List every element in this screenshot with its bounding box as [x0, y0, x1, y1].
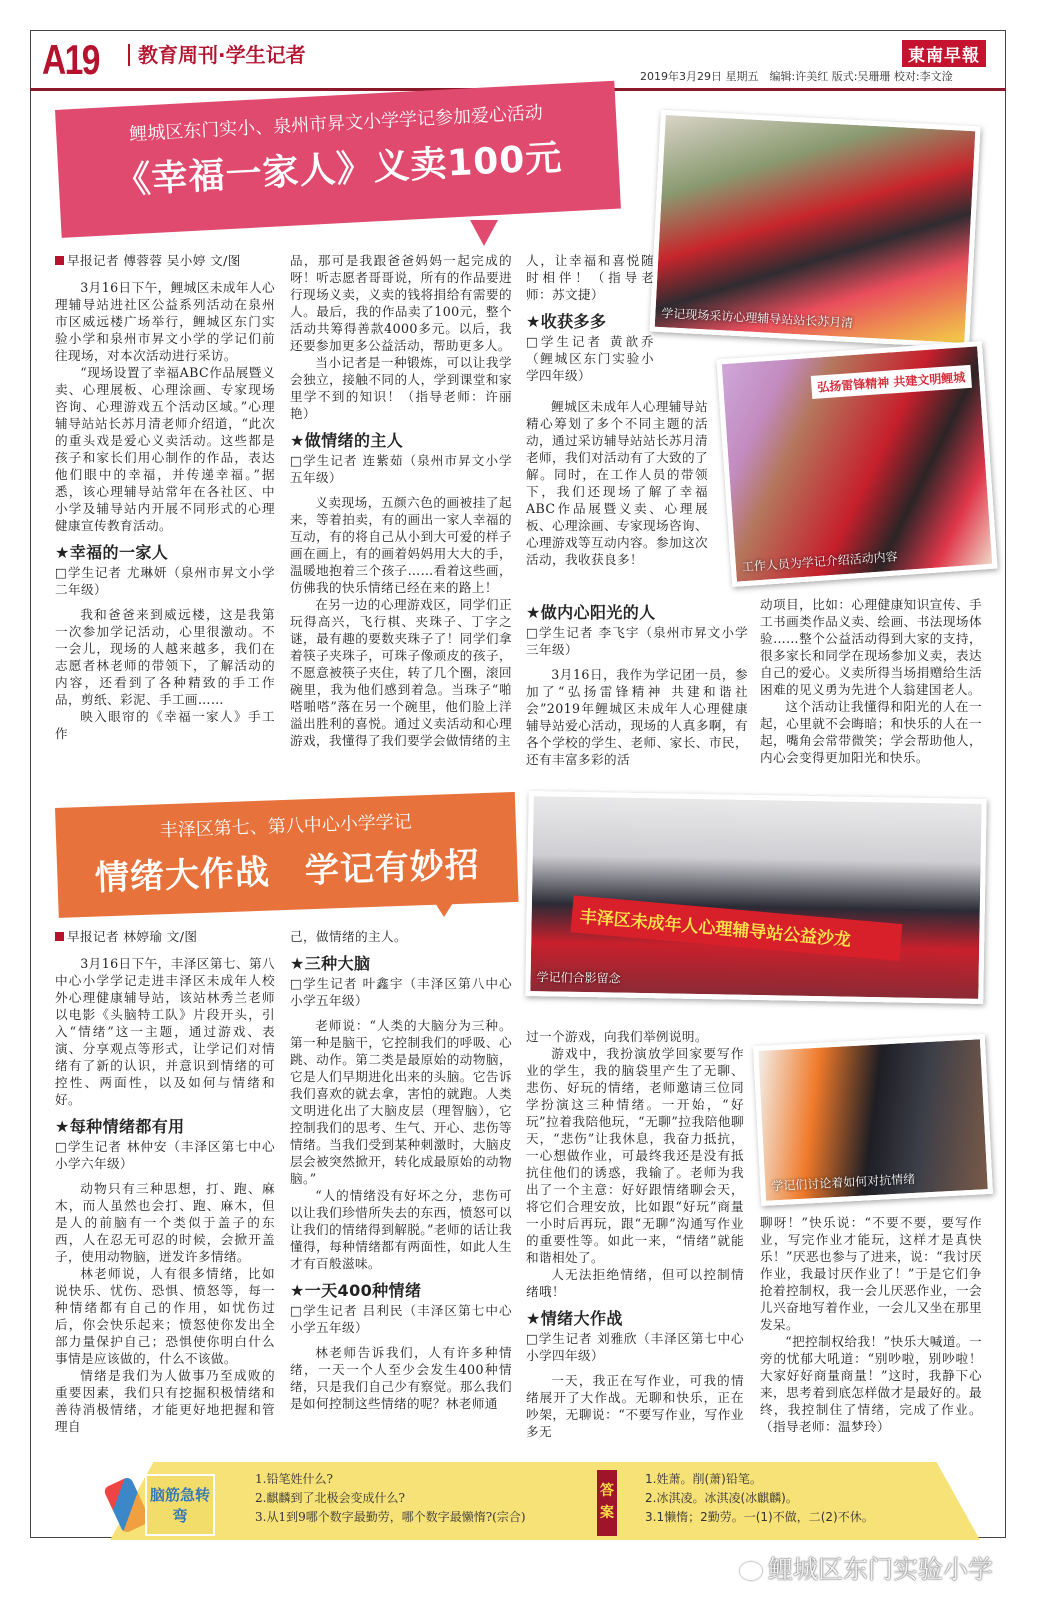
paragraph: 林老师说，人有很多情绪，比如说快乐、忧伤、恐惧、愤怒等，每一种情绪都有自己的作用，如忧伤过后，你会快乐起来；愤怒使你发出全部力量保护自己；恐惧使你明白什么事情是应该做的，什么不该做。 [55, 1266, 275, 1366]
paragraph: 情绪是我们为人做事乃至成败的重要因素，我们只有挖掘积极情绪和善待消极情绪，才能更好地把握和管理自 [55, 1368, 275, 1434]
banner-tail [470, 220, 498, 246]
article-column [760, 1214, 982, 1435]
paragraph: “现场设置了幸福ABC作品展暨义卖、心理展板、心理涂画、专家现场咨询、心理游戏五个活动区域。”心理辅导站站长苏月清老师介绍道，“此次的重头戏是爱心义卖活动。这些都是孩子和家长们用心制作的作品，表达他们眼中的幸福，并传递幸福。”据悉，该心理辅导站常年在各社区、中小学及辅导站内开展不同形式的心理健康宣传教育活动。 [55, 365, 275, 533]
subheading: ★收获多多 [526, 312, 607, 331]
paragraph: 鲤城区未成年人心理辅导站精心筹划了多个不同主题的活动，通过采访辅导站站长苏月清老师，我们对活动有了大致的了解。同时，在工作人员的带领下，我们还现场了解了幸福ABC作品展暨义卖、心理展板、心理涂画、专家现场咨询、心理游戏等互动内容。参加这次活动，我收获良多！ [526, 399, 708, 567]
paragraph: 林老师告诉我们，人有许多种情绪，一天一个人至少会发生400种情绪，只是我们自己少有察觉。那么我们是如何控制这些情绪的呢？林老师通 [290, 1345, 512, 1411]
riddle-answer: 2.冰淇凌。冰淇凌(冰麒麟)。 [645, 1491, 798, 1505]
article2-title: 情绪大作战 学记有妙招 [94, 845, 481, 899]
photo-caption: 学记现场采访心理辅导站站长苏月清 [661, 306, 854, 331]
paragraph: 映入眼帘的《幸福一家人》手工作 [55, 709, 275, 741]
paragraph-continued: 聊呀！”快乐说：“不要不要，要写作业，写完作业才能玩，这样才是真快乐！”厌恶也参与了进来，说：“我讨厌作业，我最讨厌作业了！”于是它们争抢着控制权，我一会儿厌恶作业，一会儿兴奋地写着作业，一会儿又坐在那里发呆。 [760, 1215, 982, 1332]
riddle-question: 3.从1到9哪个数字最勤劳，哪个数字最懒惰?(宗合) [255, 1510, 526, 1524]
byline: 早报记者 傅蓉蓉 吴小婷 文/图 [55, 252, 275, 269]
riddle-answer: 3.1懒惰；2勤劳。一(1)不做，二(2)不休。 [645, 1510, 874, 1524]
riddle-badge: 脑筋急转弯 [145, 1474, 215, 1536]
article-column [526, 398, 708, 568]
article1-subtitle: 鲤城区东门实小、泉州市昇文小学学记参加爱心活动 [128, 102, 544, 146]
article-column [526, 1028, 744, 1440]
subheading: ★三种大脑 [290, 954, 371, 973]
reporter-credit: □学生记者 连紫茹（泉州市昇文小学五年级） [290, 453, 512, 485]
paragraph-continued: 动项目，比如：心理健康知识宣传、手工书画类作品义卖、绘画、书法现场体验……整个公益活动得到大家的支持，很多家长和同学在现场参加义卖，表达自己的爱心。义卖所得当场捐赠给生活困难的见义勇为先进个人翁建国老人。 [760, 597, 982, 697]
paragraph: 一天，我正在写作业，可我的情绪展开了大作战。无聊和快乐，正在吵架，无聊说：“不要写作业，写作业多无 [526, 1373, 744, 1439]
reporter-credit: □学生记者 吕利民（丰泽区第七中心小学五年级） [290, 1303, 512, 1335]
riddle-questions [255, 1470, 526, 1527]
byline: 早报记者 林婷瑜 文/图 [55, 928, 275, 945]
subheading: ★每种情绪都有用 [55, 1117, 185, 1136]
wechat-icon [740, 1562, 762, 1580]
article-column [55, 252, 275, 742]
paragraph: 在另一边的心理游戏区，同学们正玩得高兴，飞行棋、夹珠子、丁字之谜，最有趣的要数夹珠子了！同学们拿着筷子夹珠子，可珠子像顽皮的孩子，不愿意被筷子夹住，转了几个圈，滚回碗里，我为他们感到着急。当珠子“啪嗒啪嗒”落在另一个碗里，他们脸上洋溢出胜利的喜悦。通过义卖活动和心理游戏，我懂得了我们要学会做情绪的主 [290, 597, 512, 748]
article-column [526, 252, 654, 392]
watermark [740, 1550, 993, 1586]
paragraph-continued: 人，让幸福和喜悦随时相伴！（指导老师：苏文捷） [526, 253, 654, 302]
masthead-logo: 東南早報 [902, 40, 986, 67]
article2-subtitle: 丰泽区第七、第八中心小学学记 [159, 811, 413, 842]
subheading: ★一天400种情绪 [290, 1281, 422, 1300]
photo-caption: 工作人员为学记介绍活动内容 [741, 549, 899, 575]
subheading: ★幸福的一家人 [55, 543, 169, 562]
paragraph: 人无法拒绝情绪，但可以控制情绪哦！ [526, 1267, 744, 1299]
watermark-text: 鲤城区东门实验小学 [768, 1555, 994, 1584]
paragraph: 游戏中，我扮演放学回家要写作业的学生，我的脑袋里产生了无聊、悲伤、好玩的情绪，老师邀请三位同学扮演这三种情绪。一开始，“好玩”拉着我陪他玩，“无聊”拉我陪他聊天，“悲伤”让我休息，我奋力抵抗，一心想做作业，可最终我还是没有抵抗住他们的诱惑，我输了。老师为我出了一个主意：好好跟情绪聊会天，将它们合理安放，比如跟“好玩”商量一小时后再玩，跟“无聊”沟通写作业的重要性等。如此一来，“情绪”就能和谐相处了。 [526, 1046, 744, 1265]
paragraph: “把控制权给我！”快乐大喊道。一旁的忧郁大吼道：“别吵啦，别吵啦！大家好好商量商量！”这时，我静下心来，思考着到底怎样做才是最好的。最终，我控制住了情绪，完成了作业。（指导老师：温梦玲） [760, 1334, 982, 1434]
subheading: ★做内心阳光的人 [526, 603, 656, 622]
paragraph-continued: 己，做情绪的主人。 [290, 929, 407, 944]
answer-label: 答案 [597, 1470, 617, 1536]
article-column [290, 928, 512, 1412]
photo-caption: 学记们合影留念 [536, 970, 621, 986]
article-column [55, 928, 275, 1435]
photo-group [525, 791, 987, 1004]
paragraph: 动物只有三种思想，打、跑、麻木，而人虽然也会打、跑、麻木，但是人的前脑有一个类似于盖子的东西，人在忍无可忍的时候，会掀开盖子，使用动物脑，迸发许多情绪。 [55, 1181, 275, 1264]
photo-interview [649, 110, 980, 348]
reporter-credit: □学生记者 李飞宇（泉州市昇文小学三年级） [526, 625, 748, 657]
paragraph: 老师说：“人类的大脑分为三种。第一种是脑干，它控制我们的呼吸、心跳、动作。第二类是最原始的动物脑，它是人们早期进化出来的头脑。它告诉我们喜欢的就去拿，害怕的就跑。人类文明进化出了大脑皮层（理智脑），它控制我们的思考、生气、开心、悲伤等情绪。当我们受到某种刺激时，大脑皮层会被突然掀开，转化成最原始的动物脑。” [290, 1018, 512, 1186]
paragraph: 当小记者是一种锻炼，可以让我学会独立，接触不同的人，学到课堂和家里学不到的知识！（指导老师：许丽艳） [290, 355, 512, 421]
section-title: 教育周刊·学生记者 [128, 44, 306, 66]
paragraph: “人的情绪没有好坏之分，悲伤可以让我们珍惜所失去的东西，愤怒可以让我们的情绪得到解脱。”老师的话让我懂得，每种情绪都有两面性，如此人生才有百般滋味。 [290, 1188, 512, 1271]
subheading: ★情绪大作战 [526, 1309, 623, 1328]
article-column [760, 596, 982, 766]
reporter-credit: □学生记者 叶鑫宇（丰泽区第八中心小学五年级） [290, 976, 512, 1008]
paragraph: 义卖现场，五颜六色的画被挂了起来，等着拍卖，有的画出一家人幸福的互动，有的将自己从小到大可爱的样子画在画上，有的画着妈妈用大大的手，温暖地抱着三个孩子……看着这些画，仿佛我的快乐情绪已经在来的路上！ [290, 495, 512, 595]
paragraph: 3月16日，我作为学记团一员，参加了“弘扬雷锋精神 共建和谐社会”2019年鲤城区未成年人心理健康辅导站爱心活动，现场的人真多啊，有各个学校的学生、老师、家长、市民，还有丰富多彩的活 [526, 667, 748, 767]
riddle-question: 1.铅笔姓什么? [255, 1472, 333, 1486]
article-column [526, 598, 748, 768]
paragraph: 这个活动让我懂得和阳光的人在一起，心里就不会晦暗；和快乐的人在一起，嘴角会常带微笑；学会帮助他人，内心会变得更加阳光和快乐。 [760, 699, 982, 765]
photo-sign: 丰泽区未成年人心理辅导站公益沙龙 [570, 895, 902, 961]
banner-tail [430, 895, 458, 917]
article-column [290, 252, 512, 749]
paragraph-continued: 品，那可是我跟爸爸妈妈一起完成的呀！听志愿者哥哥说，所有的作品要进行现场义卖，义卖的钱将捐给有需要的人。最后，我的作品卖了100元，整个活动共筹得善款4000多元。以后，我还要参加更多公益活动，帮助更多人。 [290, 253, 512, 353]
riddle-answers [645, 1470, 874, 1527]
paragraph-continued: 过一个游戏，向我们举例说明。 [526, 1029, 708, 1044]
reporter-credit: □学生记者 黄歆乔（鲤城区东门实验小学四年级） [526, 334, 654, 383]
reporter-credit: □学生记者 林仲安（丰泽区第七中心小学六年级） [55, 1139, 275, 1171]
paragraph: 3月16日下午，鲤城区未成年人心理辅导站进社区公益系列活动在泉州市区威远楼广场举行，鲤城区东门实验小学和泉州市昇文小学的学记们前往现场，对本次活动进行采访。 [55, 280, 275, 363]
riddle-question: 2.麒麟到了北极会变成什么? [255, 1491, 405, 1505]
paragraph: 我和爸爸来到威远楼，这是我第一次参加学记活动，心里很激动。不一会儿，现场的人越来越多，我们在志愿者林老师的带领下，了解活动的内容，还看到了各种精致的手工作品，剪纸、彩泥、手工画…… [55, 607, 275, 707]
subheading: ★做情绪的主人 [290, 431, 404, 450]
article1-title: 《幸福一家人》义卖100元 [113, 137, 564, 202]
photo-caption: 学记们讨论着如何对抗情绪 [770, 1171, 916, 1194]
page-number: A19 [42, 36, 99, 83]
issue-info: 2019年3月29日 星期五 编辑:许美红 版式:吴珊珊 校对:李文淦 [640, 70, 953, 83]
photo-sign: 弘扬雷锋精神 共建文明鲤城 [811, 365, 972, 399]
reporter-credit: □学生记者 刘雅欣（丰泽区第七中心小学四年级） [526, 1331, 744, 1363]
photo-discussion [753, 1034, 993, 1206]
riddle-answer: 1.姓萧。削(萧)铅笔。 [645, 1472, 762, 1486]
reporter-credit: □学生记者 尤琳妍（泉州市昇文小学二年级） [55, 565, 275, 597]
photo-activity [716, 341, 997, 587]
paragraph: 3月16日下午，丰泽区第七、第八中心小学学记走进丰泽区未成年人校外心理健康辅导站，该站林秀兰老师以电影《头脑特工队》片段开头，引入“情绪”这一主题，通过游戏、表演、分享观点等形式，让学记们对情绪有了新的认识，并意识到情绪的可控性、两面性，以及如何与情绪和好。 [55, 956, 275, 1107]
